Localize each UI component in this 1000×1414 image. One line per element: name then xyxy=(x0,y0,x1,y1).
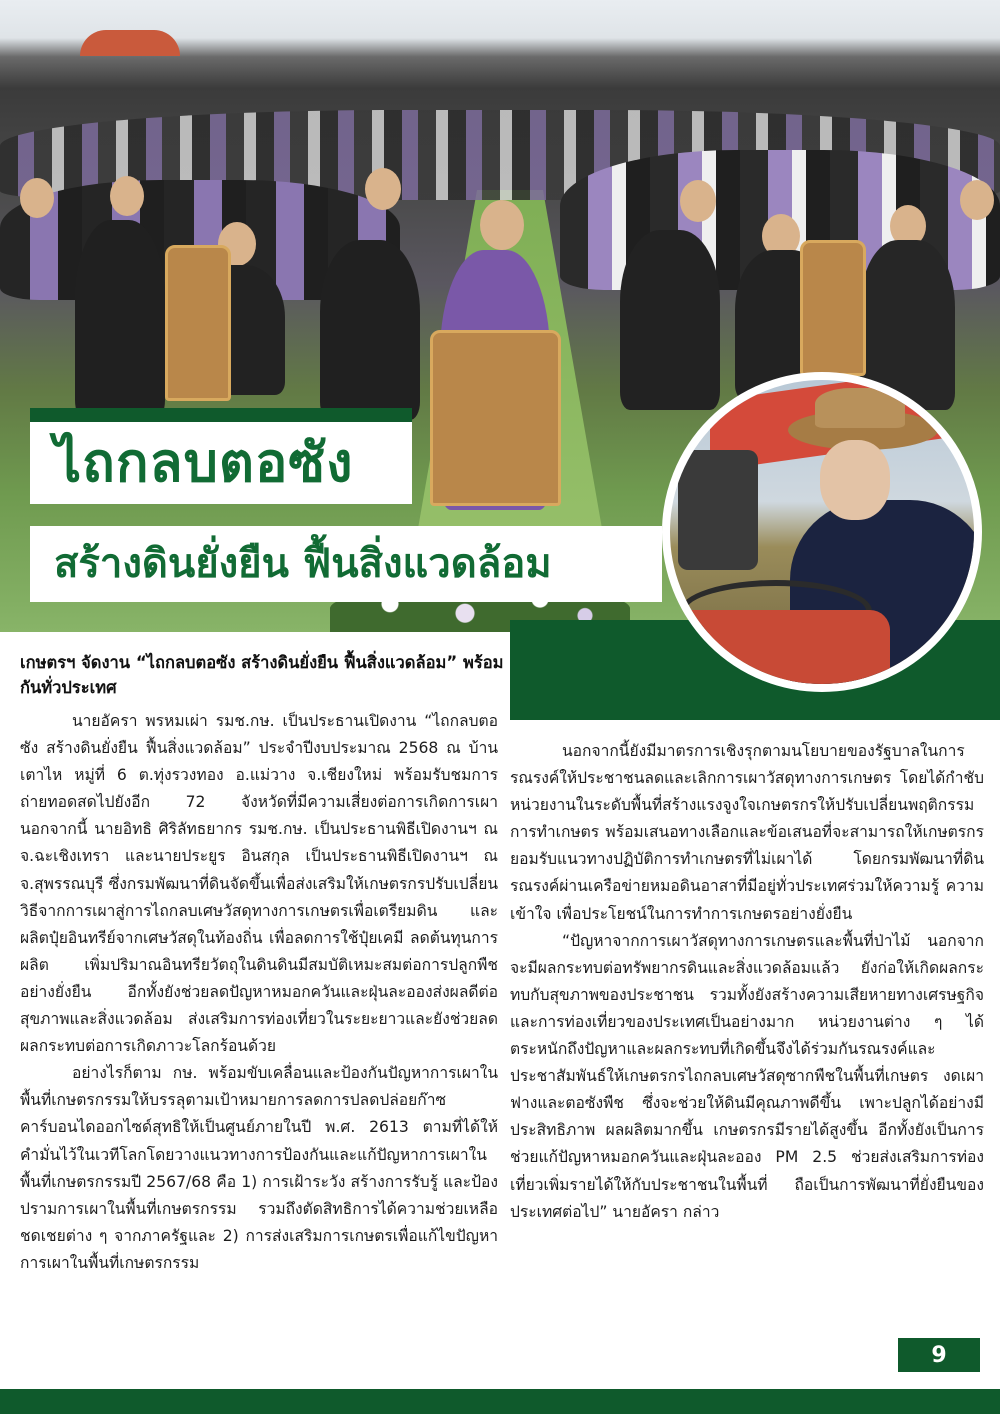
article-column-left xyxy=(20,708,498,1277)
ceremonial-chair xyxy=(800,240,866,376)
ceremonial-chair xyxy=(430,330,561,506)
paragraph: “ปัญหาจากการเผาวัสดุทางการเกษตรและพื้นที่ป่าไม้ นอกจากจะมีผลกระทบต่อทรัพยากรดินและสิ่งแวดล้อมแล้ว ยังก่อให้เกิดผลกระทบกับสุขภาพของประชาชน รวมทั้งยังสร้างความเสียหายทางเศรษฐกิจและการท่องเที่ยวของประเทศเป็นอย่างมาก หน่วยงานต่าง ๆ ได้ตระหนักถึงปัญหาและผลกระทบที่เกิดขึ้นจึงได้ร่วมกันรณรงค์และประชาสัมพันธ์ให้เกษตรกรไถกลบเศษวัสดุซากพืชในพื้นที่เกษตร งดเผาฟางและตอซังพืช ซึ่งจะช่วยให้ดินมีคุณภาพดีขึ้น เพาะปลูกได้อย่างมีประสิทธิภาพ ผลผลิตมากขึ้น เกษตรกรมีรายได้สูงขึ้น อีกทั้งยังเป็นการช่วยแก้ปัญหาหมอกควันและฝุ่นละออง PM 2.5 ช่วยส่งเสริมการท่องเที่ยวเพิ่มรายได้ให้กับประชาชนในพื้นที่ ถือเป็นการพัฒนาที่ยั่งยืนของประเทศต่อไป” นายอัครา กล่าว xyxy=(510,931,984,1221)
page-subtitle: สร้างดินยั่งยืน ฟื้นสิ่งแวดล้อม xyxy=(54,541,552,587)
footer-bar xyxy=(0,1389,1000,1414)
page-title: ไถกลบตอซัง xyxy=(54,431,354,494)
ceremonial-chair xyxy=(165,245,231,401)
title-box-sub xyxy=(30,526,662,602)
paragraph: อย่างไรก็ตาม กษ. พร้อมขับเคลื่อนและป้องกันปัญหาการเผาในพื้นที่เกษตรกรรมให้บรรลุตามเป้าหมายการลดการปลดปล่อยก๊าซคาร์บอนไดออกไซด์สุทธิให้เป็นศูนย์ภายในปี พ.ศ. 2613 ตามที่ได้ให้คำมั่นไว้ในเวทีโลกโดยวางแนวทางการป้องกันและแก้ปัญหาการเผาในพื้นที่เกษตรกรรมปี 2567/68 คือ 1) การเฝ้าระวัง สร้างการรับรู้ และป้องปรามการเผาในพื้นที่เกษตรกรรม รวมถึงตัดสิทธิการได้ความช่วยเหลือชดเชยต่าง ๆ จากภาครัฐและ 2) การส่งเสริมการเกษตรเพื่อแก้ไขปัญหาการเผาในพื้นที่เกษตรกรรม xyxy=(20,1064,498,1272)
paragraph: นายอัครา พรหมเผ่า รมช.กษ. เป็นประธานเปิดงาน “ไถกลบตอซัง สร้างดินยั่งยืน ฟื้นสิ่งแวดล้อม” ประจำปีงบประมาณ 2568 ณ บ้านเตาไห หมู่ที่ 6 ต.ทุ่งรวงทอง อ.แม่วาง จ.เชียงใหม่ พร้อมรับชมการถ่ายทอดสดไปยังอีก 72 จังหวัดที่มีความเสี่ยงต่อการเกิดการเผา นอกจากนี้ นายอิทธิ ศิริลัทธยากร รมช.กษ. เป็นประธานพิธีเปิดงานฯ ณ จ.ฉะเชิงเทรา และนายประยูร อินสกุล เป็นประธานพิธีเปิดงานฯ ณ จ.สุพรรณบุรี ซึ่งกรมพัฒนาที่ดินจัดขึ้นเพื่อส่งเสริมให้เกษตรกรปรับเปลี่ยนวิธีจากการเผาสู่การไถกลบเศษวัสดุทางการเกษตรเพื่อเตรียมดิน และผลิตปุ๋ยอินทรีย์จากเศษวัสดุในท้องถิ่น เพื่อลดการใช้ปุ๋ยเคมี ลดต้นทุนการผลิต เพิ่มปริมาณอินทรียวัตถุในดินดินมีสมบัติเหมะสมต่อการปลูกพืชอย่างยั่งยืน อีกทั้งยังช่วยลดปัญหาหมอกควันและฝุ่นละอองส่งผลดีต่อสุขภาพและสิ่งแวดล้อม ส่งเสริมการท่องเที่ยวในระยะยาวและยังช่วยลดผลกระทบต่อการเกิดภาวะโลกร้อนด้วย xyxy=(20,712,498,1056)
tractor-photo-circle xyxy=(662,372,982,692)
title-box-main xyxy=(30,422,412,504)
paragraph: นอกจากนี้ยังมีมาตรการเชิงรุกตามนโยบายของรัฐบาลในการรณรงค์ให้ประชาชนลดและเลิกการเผาวัสดุทางการเกษตร โดยได้กำชับหน่วยงานในระดับพื้นที่สร้างแรงจูงใจเกษตรกรให้ปรับเปลี่ยนพฤติกรรมการทำเกษตร พร้อมเสนอทางเลือกและข้อเสนอที่จะสามารถให้เกษตรกรยอมรับแนวทางปฏิบัติการทำเกษตรที่ไม่เผาได้ โดยกรมพัฒนาที่ดินรณรงค์ผ่านเครือข่ายหมอดินอาสาที่มีอยู่ทั่วประเทศร่วมให้ความรู้ ความเข้าใจ เพื่อประโยชน์ในการทำการเกษตรอย่างยั่งยืน xyxy=(510,742,984,923)
page-number: 9 xyxy=(898,1338,980,1372)
article-column-right xyxy=(510,738,984,1226)
article-lead: เกษตรฯ จัดงาน “ไถกลบตอซัง สร้างดินยั่งยืน ฟื้นสิ่งแวดล้อม” พร้อมกันทั่วประเทศ xyxy=(20,653,504,697)
tent-roof xyxy=(80,30,180,56)
title-accent-bar xyxy=(30,408,412,422)
